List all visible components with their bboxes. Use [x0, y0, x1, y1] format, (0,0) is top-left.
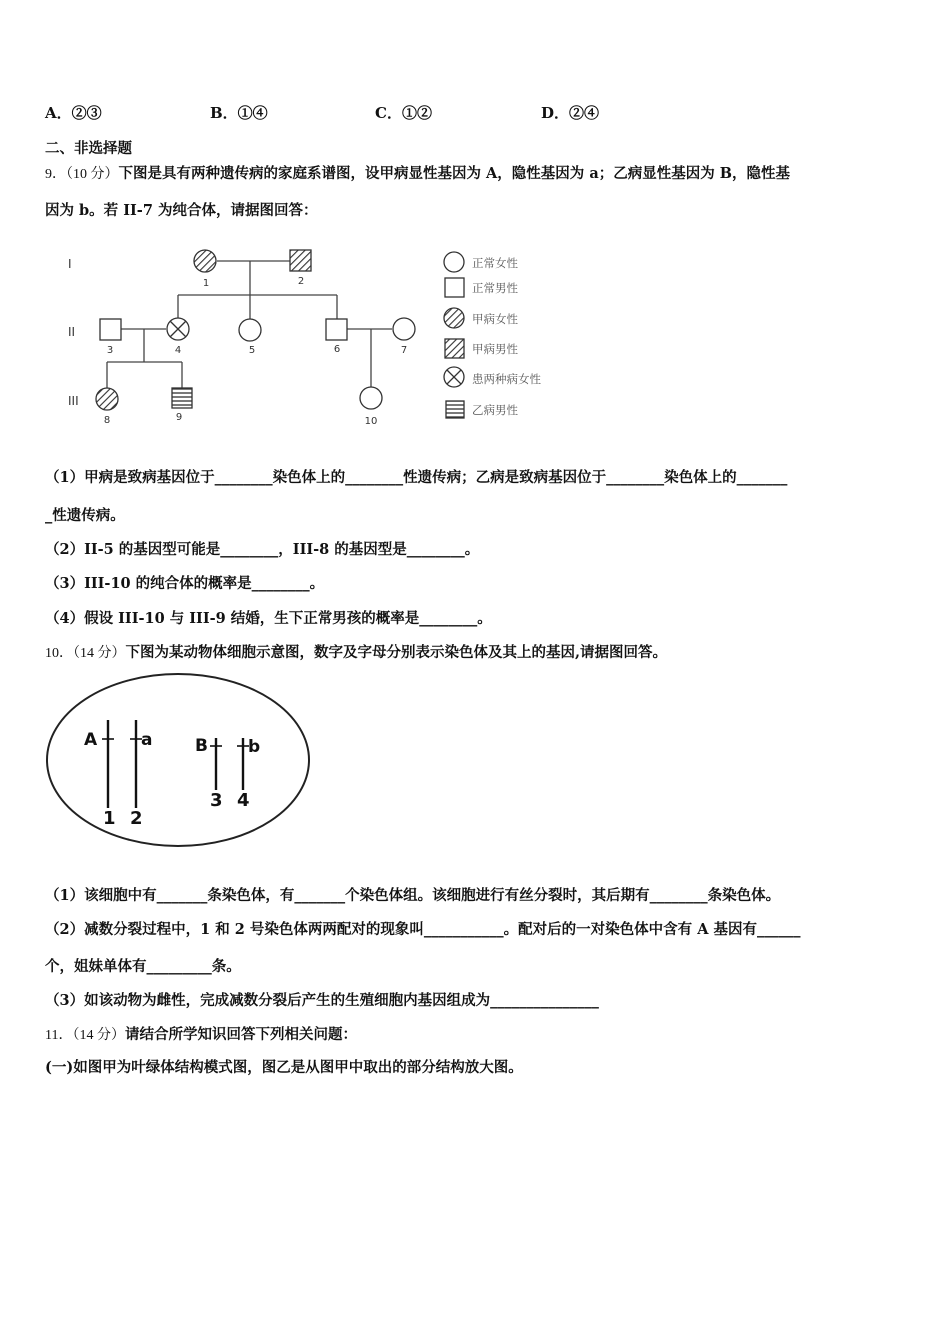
cell-outline [47, 674, 309, 846]
q9-part2: （2）II-5 的基因型可能是________，III-8 的基因型是________。 [45, 541, 480, 558]
individual-4 [167, 318, 189, 340]
gene-label: b [248, 737, 261, 757]
q9-line1 [45, 162, 790, 183]
legend-label: 患两种病女性 [472, 372, 541, 386]
chromosome-number: 4 [237, 790, 250, 811]
q11-stem-line [45, 1023, 357, 1044]
individual-number: 6 [333, 344, 341, 355]
generation-label: II [68, 325, 76, 339]
q11-subpart: (一)如图甲为叶绿体结构模式图，图乙是从图甲中取出的部分结构放大图。 [45, 1059, 523, 1076]
individual-1 [194, 250, 216, 272]
individual-number: 8 [103, 415, 111, 426]
legend-normal-female-icon [444, 252, 464, 272]
q10-number: 10．（14 分） [45, 646, 126, 661]
q9-number: 9．（10 分） [45, 167, 119, 182]
cell-diagram [44, 670, 316, 850]
individual-6 [326, 319, 347, 340]
chromosome-number: 3 [210, 790, 223, 811]
individual-number: 9 [175, 412, 183, 423]
legend-label: 乙病男性 [472, 403, 518, 417]
q9-stem: 下图是具有两种遗传病的家庭系谱图，设甲病显性基因为 A，隐性基因为 a；乙病显性基因为 B，隐性基 [118, 165, 791, 182]
individual-number: 5 [248, 345, 256, 356]
q9-part1-line1: （1）甲病是致病基因位于________染色体上的________性遗传病；乙病是致病基因位于________染色体上的_______ [45, 469, 788, 486]
q9-part3: （3）III-10 的纯合体的概率是________。 [45, 575, 325, 592]
chromosome-number: 2 [130, 808, 143, 829]
q10-part2-line1: （2）减数分裂过程中，1 和 2 号染色体两两配对的现象叫___________。配对后的一对染色体中含有 A 基因有______ [45, 921, 801, 938]
individual-number: 2 [297, 276, 305, 287]
individual-7 [393, 318, 415, 340]
q10-part3: （3）如该动物为雌性，完成减数分裂后产生的生殖细胞内基因组成为_______________ [45, 992, 599, 1009]
legend-label: 甲病男性 [472, 342, 518, 356]
generation-label: I [68, 257, 72, 271]
pedigree-chart [60, 240, 580, 432]
q9-part4: （4）假设 III-10 与 III-9 结婚，生下正常男孩的概率是________。 [45, 610, 492, 627]
legend-disease-a-female-icon [444, 308, 464, 328]
section-heading: 二、非选择题 [45, 140, 132, 157]
q11-stem: 请结合所学知识回答下列相关问题： [124, 1026, 357, 1043]
individual-number: 4 [174, 345, 182, 356]
individual-3 [100, 319, 121, 340]
gene-label: a [141, 730, 153, 750]
legend-label: 正常男性 [472, 281, 518, 295]
legend-label: 甲病女性 [472, 312, 518, 326]
individual-number: 10 [364, 416, 378, 427]
option-c: C．①② [375, 104, 432, 122]
individual-2 [290, 250, 311, 271]
generation-label: III [68, 394, 79, 408]
individual-number: 1 [202, 278, 210, 289]
option-d: D．②④ [541, 104, 600, 122]
legend-disease-a-male-icon [445, 339, 464, 358]
individual-number: 7 [400, 345, 408, 356]
q10-part2-line2: 个，姐妹单体有_________条。 [45, 958, 241, 975]
individual-8 [96, 388, 118, 410]
individual-9 [172, 388, 192, 408]
q9-part1-line2: _性遗传病。 [45, 507, 125, 524]
individual-5 [239, 319, 261, 341]
chromosome-number: 1 [103, 808, 116, 829]
q10-part1: （1）该细胞中有_______条染色体，有_______个染色体组。该细胞进行有丝分裂时，其后期有________条染色体。 [45, 887, 781, 904]
q10-stem-line [45, 641, 667, 662]
legend-label: 正常女性 [472, 256, 518, 270]
legend-disease-b-male-icon [446, 401, 464, 418]
legend-both-diseases-female-icon [444, 367, 464, 387]
individual-number: 3 [106, 345, 114, 356]
individual-10 [360, 387, 382, 409]
legend-normal-male-icon [445, 278, 464, 297]
q9-line2: 因为 b。若 II-7 为纯合体，请据图回答： [45, 202, 318, 219]
option-b: B．①④ [210, 104, 268, 122]
gene-label: A [84, 730, 98, 750]
option-a: A．②③ [45, 104, 102, 122]
q10-stem: 下图为某动物体细胞示意图，数字及字母分别表示染色体及其上的基因,请据图回答。 [125, 644, 668, 661]
gene-label: B [195, 736, 208, 756]
q11-number: 11．（14 分） [45, 1028, 125, 1043]
